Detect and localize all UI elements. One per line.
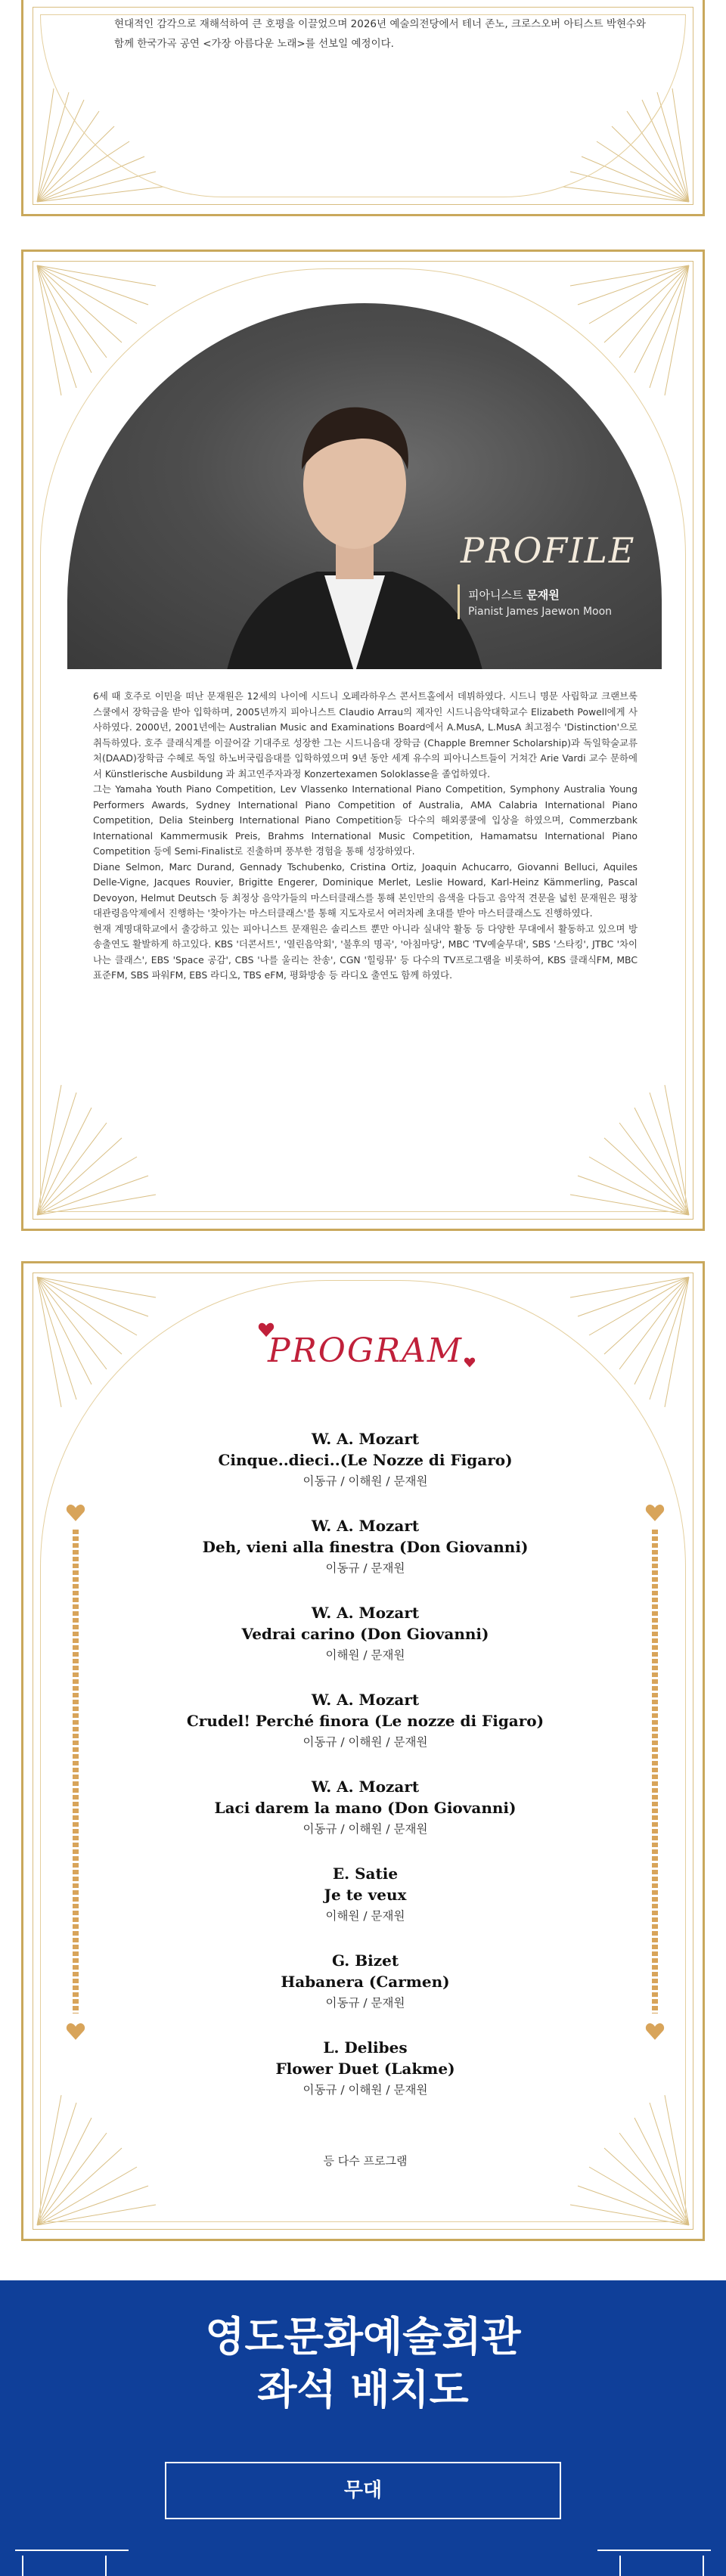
program-item [23, 1689, 707, 1776]
program-composer: W. A. Mozart [311, 1604, 420, 1622]
pianist-portrait-image [196, 356, 513, 669]
program-work: Deh, vieni alla finestra (Don Giovanni) [202, 1538, 529, 1556]
profile-accent-bar [458, 584, 460, 619]
program-composer: L. Delibes [323, 2038, 408, 2057]
heart-icon [258, 1322, 275, 1338]
bio-paragraph: 6세 때 호주로 이민을 떠난 문재원은 12세의 나이에 시드니 오페라하우스 콘서트홀에서 데뷔하였다. 시드니 명문 사립학교 크랜브룩스쿨에서 장학금을 받아 입학하며, 2005년까지 피아니스트 Claudio Arrau의 제자인 시드니음악대학교수 Elizabeth Powell에게 사사하였다. 2000년, 2001년에는 Australian Music and Examinations Board에서 A.MusA, L.MusA 최고점수 'Distinction'으로 취득하였다. 호주 클래식계를 이끌어갈 기대주로 성장한 그는 시드니음대 장학금 (Chapple Bremner Scholarship)과 독일학술교류처(DAAD)장학금 수혜로 독일 하노버국립음대를 입학하였으며 9년 동안 세계 유수의 피아니스트들이 거쳐간 Arie Vardi 교수 문하에서 Künstlerische Ausbildung 과 최고연주자과정 Konzertexamen Soloklasse을 졸업하였다. [93, 690, 638, 780]
program-performers: 이동규 / 이해원 / 문재원 [302, 2083, 428, 2097]
bio-paragraph: 현재 계명대학교에서 출강하고 있는 피아니스트 문재원은 솔리스트 뿐만 아니라 실내악 활동 등 다양한 무대에서 활동하고 있으며 방송출연도 활발하게 하고있다. KBS '더콘서트', '열린음악회', '불후의 명곡', '아침마당', MBC 'TV예술무대', SBS '스타킹', JTBC '차이나는 클래스', EBS 'Space 공감', CBS '나를 울리는 찬송', CGN '힐링뮤' 등 다수의 TV프로그램을 비롯하여, KBS 클래식FM, MBC 표준FM, SBS 파워FM, EBS 라디오, TBS eFM, 평화방송 등 라디오 출연도 함께 하였다. [93, 922, 638, 981]
stage-box: 무대 [165, 2462, 561, 2519]
program-card [21, 1261, 705, 2241]
program-heading: PROGRAM [268, 1331, 463, 1370]
seat-block-outline [15, 2550, 113, 2576]
program-composer: W. A. Mozart [311, 1430, 420, 1448]
program-performers: 이동규 / 이해원 / 문재원 [302, 1735, 428, 1749]
profile-bio [93, 689, 638, 984]
program-work: Habanera (Carmen) [281, 1973, 450, 1991]
program-composer: W. A. Mozart [311, 1778, 420, 1796]
seat-block-outline [613, 2550, 711, 2576]
profile-heading: PROFILE [461, 530, 636, 571]
seating-title-line1: 영도문화예술회관 [205, 2313, 521, 2361]
program-performers: 이동규 / 이해원 / 문재원 [302, 1822, 428, 1836]
program-work: Flower Duet (Lakme) [275, 2060, 455, 2078]
program-item [23, 1428, 707, 1515]
program-list [23, 1428, 707, 2124]
program-performers: 이동규 / 이해원 / 문재원 [302, 1474, 428, 1488]
program-composer: E. Satie [332, 1865, 399, 1883]
program-item [23, 1602, 707, 1689]
profile-card [21, 250, 705, 1231]
program-more-note: 등 다수 프로그램 [323, 2154, 408, 2168]
program-composer: W. A. Mozart [311, 1517, 420, 1535]
profile-role-name [468, 587, 560, 603]
intro-card [21, 0, 705, 216]
profile-name-ko: 문재원 [526, 588, 560, 602]
heart-icon [464, 1357, 476, 1368]
program-item [23, 1863, 707, 1950]
seating-title [0, 2311, 726, 2416]
profile-role: 피아니스트 [468, 588, 523, 602]
intro-text: 현대적인 감각으로 재해석하여 큰 호평을 이끌었으며 2026년 예술의전당에서 테너 존노, 크로스오버 아티스트 박현수와 함께 한국가곡 공연 <가장 아름다운 노래>를 선보일 예정이다. [114, 18, 647, 50]
program-item [23, 2037, 707, 2124]
program-performers: 이동규 / 문재원 [325, 1561, 405, 1575]
seating-section [0, 2280, 726, 2576]
bio-paragraph: Diane Selmon, Marc Durand, Gennady Tschubenko, Cristina Ortiz, Joaquin Achucarro, Giovanni Belluci, Aquiles Delle-Vigne, Jacques Rouvier, Brigitte Engerer, Dominique Merlet, Leslie Howard, Karl-Heinz Kämmerling, Pascal Devoyon, Helmut Deutsch 등 최정상 음악가들의 마스터클래스를 통해 본인만의 음색을 다듬고 음악적 견문을 넓힌 문재원은 평창대관령음악제에서 진행하는 '찾아가는 마스터클래스'를 통해 지도자로서 여러차례 초대를 받아 마스터클래스도 진행하였다. [93, 860, 638, 919]
program-performers: 이동규 / 문재원 [325, 1996, 405, 2010]
program-work: Vedrai carino (Don Giovanni) [241, 1625, 489, 1643]
program-work: Je te veux [324, 1886, 407, 1904]
profile-name-en: Pianist James Jaewon Moon [468, 606, 613, 618]
program-item [23, 1950, 707, 2037]
program-composer: G. Bizet [331, 1951, 399, 1970]
program-composer: W. A. Mozart [311, 1691, 420, 1709]
program-work: Laci darem la mano (Don Giovanni) [214, 1799, 517, 1817]
program-performers: 이해원 / 문재원 [325, 1909, 405, 1923]
seating-title-line2: 좌석 배치도 [257, 2366, 469, 2413]
program-work: Cinque..dieci..(Le Nozze di Figaro) [218, 1451, 513, 1469]
program-item [23, 1776, 707, 1863]
bio-paragraph: 그는 Yamaha Youth Piano Competition, Lev Vlassenko International Piano Competition, Symphony Australia Young Performers Awards, Sydney International Piano Competition of Australia, AMA Calabria International Piano Competition, Delia Steinberg International Piano Competition등 다수의 해외콩쿨에 입상을 하였으며, Commerzbank International Kammermusik Preis, Brahms International Music Competition, Hamamatsu International Piano Competition 등에 Semi-Finalist로 진출하며 풍부한 경험을 통해 성장하였다. [93, 783, 638, 857]
program-item [23, 1515, 707, 1602]
program-work: Crudel! Perché finora (Le nozze di Figaro) [186, 1712, 544, 1730]
pianist-photo [67, 303, 662, 669]
program-performers: 이해원 / 문재원 [325, 1648, 405, 1662]
